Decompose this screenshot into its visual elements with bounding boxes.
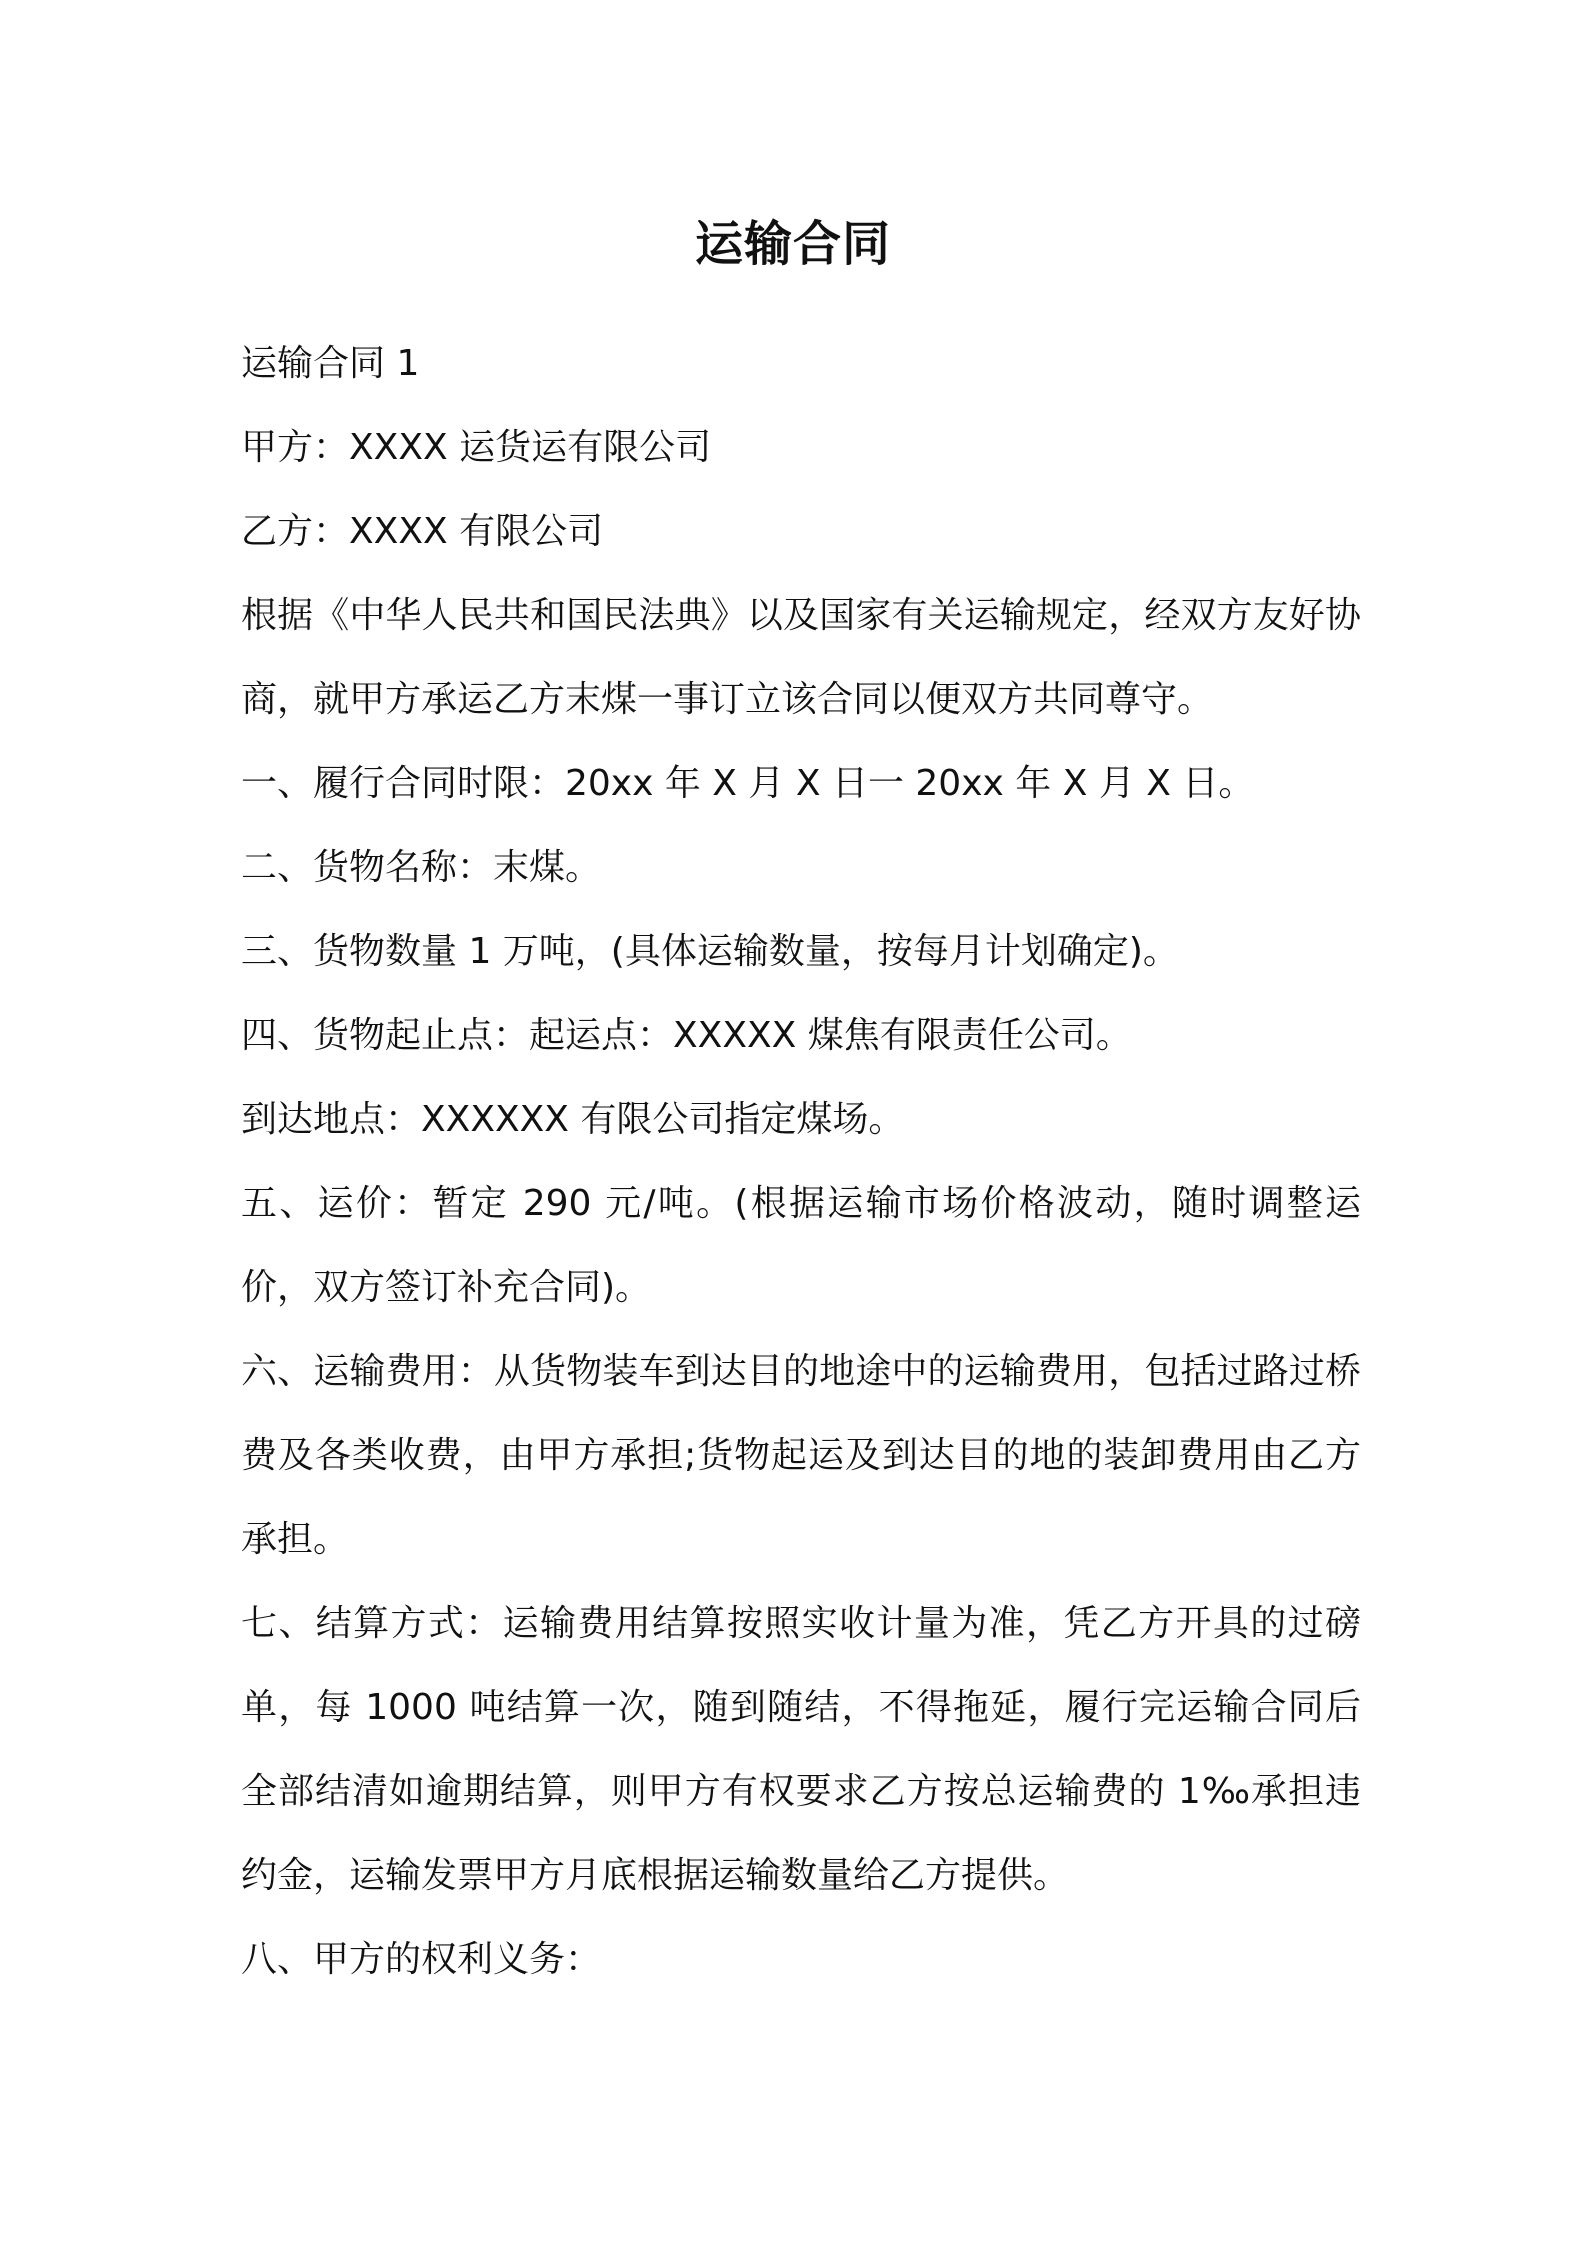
clause-1-term: 一、履行合同时限：20xx 年 X 月 X 日一 20xx 年 X 月 X 日。 [241,763,1255,804]
clause-7-settlement: 七、结算方式：运输费用结算按照实收计量为准，凭乙方开具的过磅单，每 1000 吨结算一次，随到随结，不得拖延，履行完运输合同后全部结清如逾期结算，则甲方有权要求乙方按总运输费的 1‰承担违约金，运输发票甲方月底根据运输数量给乙方提供。 [241,1603,1361,1896]
clause-4-destination: 到达地点：XXXXXX 有限公司指定煤场。 [241,1099,905,1140]
clause-5-price: 五、运价：暂定 290 元/吨。(根据运输市场价格波动，随时调整运价，双方签订补充合同)。 [241,1183,1361,1308]
contract-subtitle: 运输合同 1 [241,343,420,384]
clause-6-costs: 六、运输费用：从货物装车到达目的地途中的运输费用，包括过路过桥费及各类收费，由甲方承担;货物起运及到达目的地的装卸费用由乙方承担。 [241,1351,1361,1560]
clause-8-party-a-rights: 八、甲方的权利义务： [241,1939,602,1980]
clause-2-goods-name: 二、货物名称：末煤。 [241,847,602,888]
party-b: 乙方：XXXX 有限公司 [241,511,604,552]
document-body [241,322,1361,2002]
clause-3-quantity: 三、货物数量 1 万吨，(具体运输数量，按每月计划确定)。 [241,931,1179,972]
party-a: 甲方：XXXX 运货运有限公司 [241,427,712,468]
clause-4-origin: 四、货物起止点：起运点：XXXXX 煤焦有限责任公司。 [241,1015,1132,1056]
preamble: 根据《中华人民共和国民法典》以及国家有关运输规定，经双方友好协商，就甲方承运乙方末煤一事订立该合同以便双方共同尊守。 [241,595,1361,720]
document-title: 运输合同 [694,216,891,272]
